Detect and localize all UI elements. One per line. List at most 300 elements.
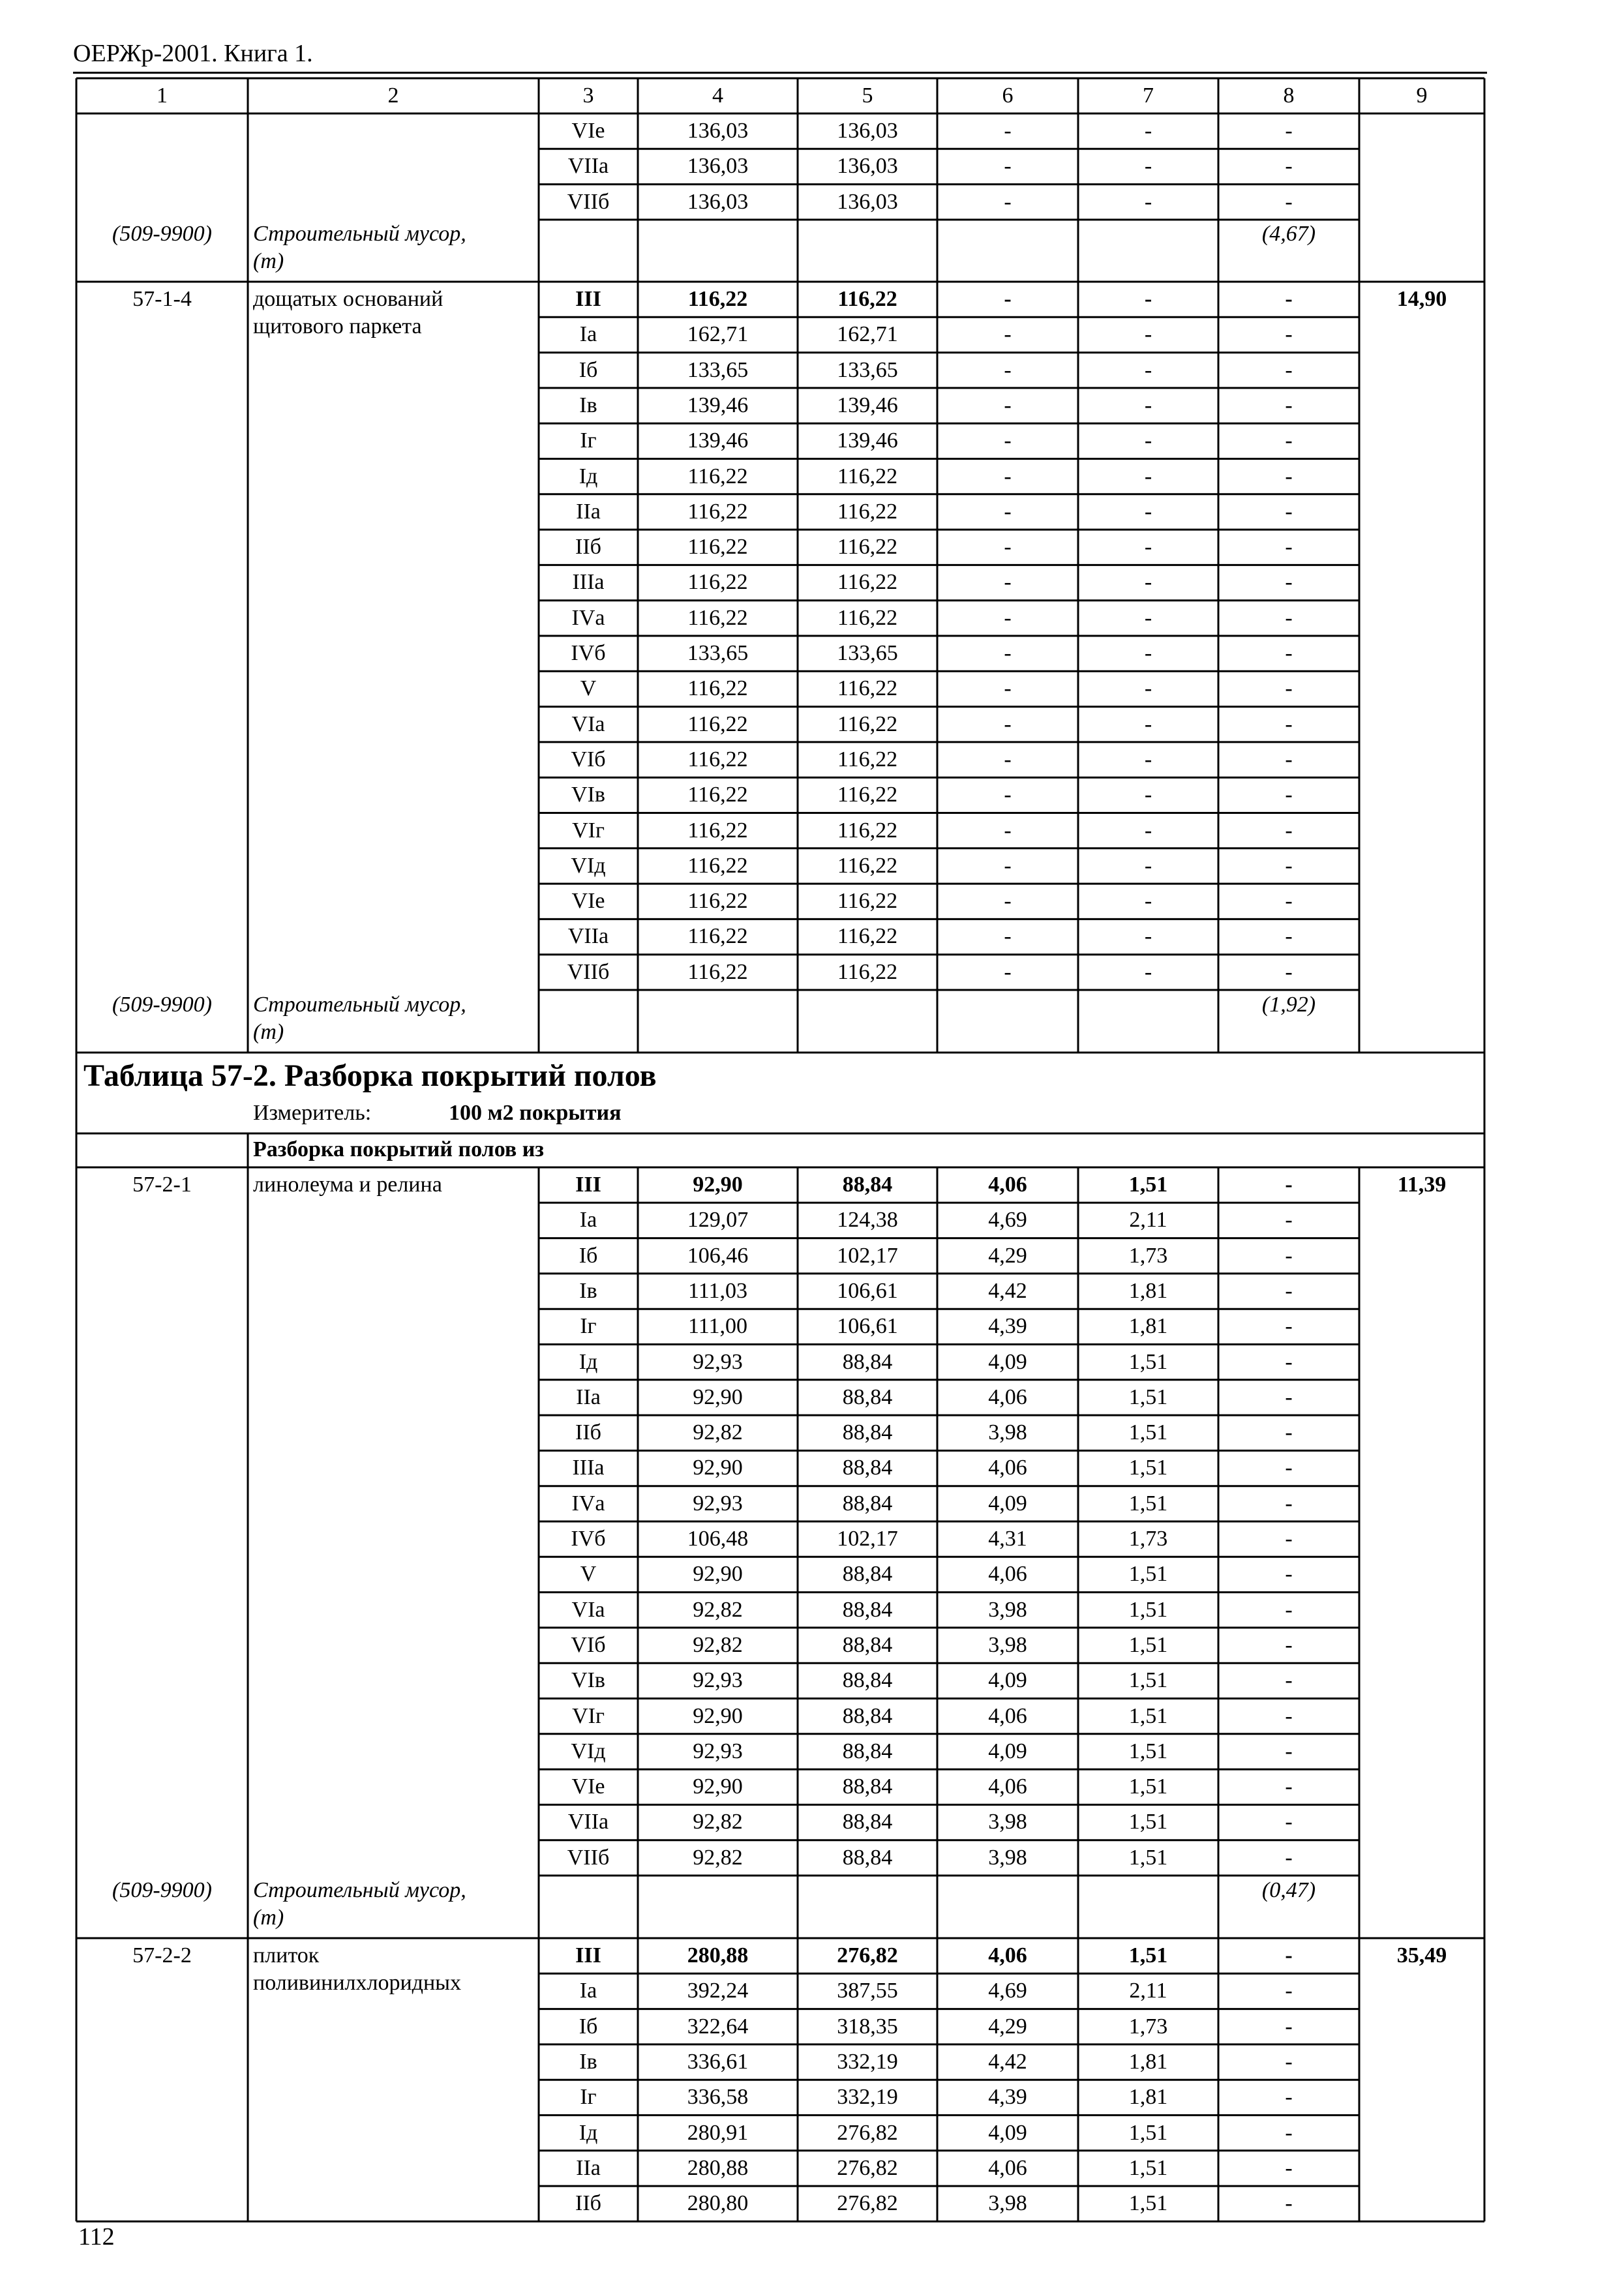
column-number: 3: [582, 83, 594, 108]
sec2-cell: -: [1004, 428, 1012, 453]
sec4-cell: 1,51: [1128, 2155, 1168, 2180]
sec3-cell: 92,82: [693, 1597, 743, 1622]
sec4-cell: 276,82: [837, 2155, 898, 2180]
sec2-cell: VIа: [571, 711, 605, 736]
sec1-cell: -: [1285, 119, 1293, 143]
sec3-cell: III: [575, 1173, 601, 1197]
subheading: Разборка покрытий полов из: [253, 1137, 544, 1161]
sec3-cell: 4,06: [988, 1562, 1027, 1587]
sec3-cell: -: [1285, 1703, 1293, 1728]
sec2-cell: 116,22: [687, 570, 748, 595]
sec3-cell: 92,90: [693, 1703, 743, 1728]
waste-label: Строительный мусор,: [253, 222, 466, 246]
sec3-cell: 1,51: [1128, 1703, 1168, 1728]
sec2-cell: VIIб: [567, 959, 610, 984]
sec1-cell: 136,03: [837, 154, 898, 179]
sec3-cell: -: [1285, 1314, 1293, 1339]
sec2-cell: -: [1285, 605, 1293, 630]
sec2-cell: 116,22: [687, 747, 748, 771]
sec4-cell: 336,61: [687, 2049, 749, 2074]
sec2-cell: VIв: [571, 783, 605, 807]
sec2-cell: 116,22: [837, 889, 898, 914]
sec3-cell: -: [1285, 1278, 1293, 1303]
sec3-cell: 4,09: [988, 1739, 1027, 1763]
sec4-cell: 336,58: [687, 2085, 749, 2110]
sec2-cell: IVа: [571, 605, 605, 630]
sec2-cell: V: [580, 676, 597, 701]
sec3-cell: 106,46: [687, 1243, 749, 1268]
column-number: 5: [862, 83, 873, 108]
sec2-cell: IVб: [571, 641, 606, 665]
sec2-cell: 133,65: [687, 357, 749, 382]
sec3-cell: 3,98: [988, 1420, 1027, 1445]
sec2-cell: 116,22: [837, 464, 898, 488]
sec2-cell: -: [1285, 499, 1293, 524]
sec4-cell: Iг: [580, 2085, 597, 2110]
sec4-cell: -: [1285, 2085, 1293, 2110]
sec3-cell: -: [1285, 1774, 1293, 1799]
sec3-cell: 92,90: [693, 1774, 743, 1799]
rate-name: поливинилхлоридных: [253, 1971, 462, 1995]
sec3-cell: 1,51: [1128, 1845, 1168, 1870]
sec4-cell: IIа: [576, 2155, 601, 2180]
sec3-cell: 88,84: [842, 1632, 893, 1657]
sec2-cell: 162,71: [837, 322, 898, 347]
sec2-cell: VIIа: [567, 924, 609, 949]
sec2-cell: 116,22: [837, 853, 898, 878]
sec3-cell: 4,09: [988, 1349, 1027, 1374]
sec3-cell: 88,84: [842, 1562, 893, 1587]
sec2-cell: IIIа: [572, 570, 605, 595]
sec2-cell: -: [1004, 464, 1012, 488]
sec3-cell: 88,84: [842, 1420, 893, 1445]
column-number: 4: [712, 83, 723, 108]
sec2-cell: -: [1285, 783, 1293, 807]
sec2-cell: -: [1285, 464, 1293, 488]
column-number: 6: [1002, 83, 1014, 108]
sec2-cell: -: [1004, 287, 1012, 311]
waste-value: (0,47): [1261, 1878, 1316, 1902]
sec3-cell: Iв: [579, 1278, 597, 1303]
sec2-cell: 116,22: [687, 287, 748, 311]
sec2-cell: -: [1004, 818, 1012, 843]
sec4-cell: 332,19: [837, 2049, 898, 2074]
waste-code: (509-9900): [112, 993, 212, 1017]
column-number: 2: [387, 83, 399, 108]
sec1-cell: 136,03: [687, 119, 749, 143]
rate-code: 57-1-4: [132, 287, 192, 311]
sec4-cell: 280,88: [687, 1943, 749, 1967]
sec4-cell: Iв: [579, 2049, 597, 2074]
sec2-cell: 139,46: [687, 428, 749, 453]
sec2-cell: 116,22: [687, 676, 748, 701]
sec2-cell: -: [1004, 535, 1012, 560]
sec3-cell: 92,82: [693, 1845, 743, 1870]
sec3-cell: 1,51: [1128, 1632, 1168, 1657]
sec3-cell: -: [1285, 1384, 1293, 1409]
rate-name: линолеума и релина: [253, 1173, 442, 1197]
sec3-cell: 1,51: [1128, 1456, 1168, 1480]
sec3-cell: -: [1285, 1810, 1293, 1834]
waste-code: (509-9900): [112, 1878, 212, 1902]
sec2-cell: 116,22: [837, 711, 898, 736]
sec2-cell: -: [1004, 499, 1012, 524]
sec4-cell: 1,73: [1128, 2014, 1168, 2039]
sec4-cell: 276,82: [837, 2120, 898, 2145]
sec2-cell: 116,22: [837, 499, 898, 524]
sec4-cell: 1,81: [1128, 2049, 1168, 2074]
sec2-cell: Iа: [579, 322, 597, 347]
sec3-cell: -: [1285, 1349, 1293, 1374]
sec3-cell: 92,82: [693, 1420, 743, 1445]
sec3-cell: VIе: [571, 1774, 605, 1799]
sec2-cell: 116,22: [837, 605, 898, 630]
sec3-cell: 92,93: [693, 1491, 743, 1516]
sec3-cell: 3,98: [988, 1632, 1027, 1657]
sec2-cell: -: [1144, 959, 1152, 984]
sec2-cell: -: [1144, 393, 1152, 417]
sec3-cell: V: [580, 1562, 597, 1587]
sec4-cell: -: [1285, 2014, 1293, 2039]
sec2-cell: 139,46: [837, 393, 898, 417]
sec3-cell: -: [1285, 1456, 1293, 1480]
sec4-cell: 1,81: [1128, 2085, 1168, 2110]
sec2-cell: -: [1144, 783, 1152, 807]
sec3-cell: Iг: [580, 1314, 597, 1339]
sec4-cell: 2,11: [1129, 1979, 1167, 2003]
sec4-cell: -: [1285, 2049, 1293, 2074]
sec3-cell: -: [1285, 1527, 1293, 1551]
sec2-cell: -: [1144, 357, 1152, 382]
sec2-cell: -: [1144, 641, 1152, 665]
sec3-cell: 88,84: [842, 1349, 893, 1374]
sec2-cell: -: [1285, 357, 1293, 382]
sec3-cell: 3,98: [988, 1597, 1027, 1622]
sec3-cell: 92,93: [693, 1349, 743, 1374]
sec4-cell: Iб: [579, 2014, 598, 2039]
sec2-cell: VIе: [571, 889, 605, 914]
sec2-cell: -: [1144, 853, 1152, 878]
measure-label: Измеритель:: [253, 1101, 372, 1125]
sec3-cell: 4,06: [988, 1703, 1027, 1728]
sec2-cell: IIа: [576, 499, 601, 524]
sec2-cell: -: [1144, 499, 1152, 524]
sec3-cell: Iд: [579, 1349, 598, 1374]
sec2-cell: -: [1144, 676, 1152, 701]
sec3-cell: 88,84: [842, 1173, 893, 1197]
sec2-cell: 139,46: [687, 393, 749, 417]
sec2-cell: -: [1004, 889, 1012, 914]
rate-name: плиток: [253, 1943, 320, 1967]
sec3-cell: -: [1285, 1243, 1293, 1268]
sec4-cell: 280,80: [687, 2191, 749, 2216]
column-number: 9: [1416, 83, 1428, 108]
sec2-cell: 116,22: [687, 499, 748, 524]
sec4-cell: 4,06: [988, 2155, 1027, 2180]
sec3-cell: Iа: [579, 1208, 597, 1233]
sec2-cell: -: [1285, 959, 1293, 984]
waste-label: (т): [253, 1906, 284, 1930]
sec3-cell: 102,17: [837, 1243, 898, 1268]
sec3-cell: 1,51: [1128, 1739, 1168, 1763]
sec2-cell: -: [1285, 924, 1293, 949]
sec3-cell: -: [1285, 1597, 1293, 1622]
sec2-cell: -: [1285, 747, 1293, 771]
sec2-cell: 116,22: [687, 711, 748, 736]
sec3-cell: 1,51: [1128, 1597, 1168, 1622]
sec1-cell: 136,03: [687, 189, 749, 214]
sec3-cell: 1,73: [1128, 1243, 1168, 1268]
sec4-cell: 276,82: [837, 1943, 898, 1967]
sec2-cell: -: [1004, 641, 1012, 665]
sec3-cell: 4,06: [988, 1456, 1027, 1480]
sec3-cell: -: [1285, 1491, 1293, 1516]
sec1-cell: VIIа: [567, 154, 609, 179]
sec4-cell: 332,19: [837, 2085, 898, 2110]
sec2-cell: -: [1004, 393, 1012, 417]
sec2-cell: -: [1004, 322, 1012, 347]
sec3-cell: 88,84: [842, 1668, 893, 1693]
column-number: 7: [1143, 83, 1154, 108]
sec2-cell: 116,22: [837, 287, 897, 311]
rate-code: 57-2-1: [132, 1173, 192, 1197]
sec2-cell: 116,22: [687, 889, 748, 914]
measure-value: 100 м2 покрытия: [449, 1101, 622, 1125]
sec2-cell: -: [1144, 535, 1152, 560]
sec3-cell: 1,81: [1128, 1278, 1168, 1303]
sec4-cell: 1,51: [1128, 2191, 1168, 2216]
sec2-cell: 116,22: [837, 959, 898, 984]
sec2-cell: -: [1004, 711, 1012, 736]
sec2-cell: -: [1004, 959, 1012, 984]
sec4-cell: 4,29: [988, 2014, 1027, 2039]
sec2-cell: -: [1285, 711, 1293, 736]
sec3-cell: VIIб: [567, 1845, 610, 1870]
sec2-cell: -: [1144, 464, 1152, 488]
sec4-cell: 4,39: [988, 2085, 1027, 2110]
sec2-cell: 116,22: [687, 818, 748, 843]
sec3-cell: 1,51: [1128, 1491, 1168, 1516]
sec4-cell: 4,06: [988, 1943, 1027, 1967]
sec3-cell: -: [1285, 1562, 1293, 1587]
sec2-cell: -: [1285, 570, 1293, 595]
sec4-cell: -: [1285, 2120, 1293, 2145]
waste-label: (т): [253, 1020, 284, 1044]
sec3-cell: Iб: [579, 1243, 598, 1268]
rate-total: 11,39: [1397, 1173, 1447, 1197]
sec2-cell: -: [1004, 853, 1012, 878]
waste-label: (т): [253, 249, 284, 273]
sec2-cell: -: [1004, 605, 1012, 630]
sec1-cell: -: [1285, 154, 1293, 179]
sec4-cell: IIб: [575, 2191, 601, 2216]
sec3-cell: VIб: [571, 1632, 606, 1657]
sec3-cell: 4,06: [988, 1384, 1027, 1409]
sec2-cell: 116,22: [837, 818, 898, 843]
sec2-cell: -: [1285, 322, 1293, 347]
sec3-cell: 4,42: [988, 1278, 1027, 1303]
sec2-cell: -: [1004, 924, 1012, 949]
sec3-cell: VIа: [571, 1597, 605, 1622]
sec3-cell: 124,38: [837, 1208, 898, 1233]
sec2-cell: VIб: [571, 747, 606, 771]
sec4-cell: -: [1285, 1943, 1293, 1967]
sec4-cell: III: [575, 1943, 601, 1967]
sec3-cell: 111,03: [688, 1278, 747, 1303]
sec2-cell: -: [1144, 818, 1152, 843]
sec3-cell: 1,51: [1128, 1774, 1168, 1799]
sec4-cell: 1,51: [1128, 2120, 1168, 2145]
sec3-cell: 106,48: [687, 1527, 749, 1551]
sec2-cell: 116,22: [837, 924, 898, 949]
sec3-cell: 129,07: [687, 1208, 749, 1233]
sec3-cell: 3,98: [988, 1845, 1027, 1870]
sec1-cell: 136,03: [837, 119, 898, 143]
sec4-cell: -: [1285, 2191, 1293, 2216]
sec2-cell: 116,22: [687, 959, 748, 984]
sec3-cell: -: [1285, 1420, 1293, 1445]
sec1-cell: -: [1285, 189, 1293, 214]
sec4-cell: 3,98: [988, 2191, 1027, 2216]
sec2-cell: -: [1285, 853, 1293, 878]
sec2-cell: 116,22: [687, 853, 748, 878]
sec2-cell: III: [575, 287, 601, 311]
sec4-cell: 4,69: [988, 1979, 1027, 2003]
sec3-cell: 92,82: [693, 1810, 743, 1834]
sec4-cell: 322,64: [687, 2014, 749, 2039]
sec1-cell: -: [1004, 119, 1012, 143]
sec2-cell: 116,22: [687, 924, 748, 949]
sec3-cell: 1,51: [1128, 1384, 1168, 1409]
waste-label: Строительный мусор,: [253, 1878, 466, 1902]
sec3-cell: VIг: [572, 1703, 605, 1728]
sec3-cell: 4,06: [988, 1173, 1027, 1197]
sec2-cell: -: [1144, 605, 1152, 630]
sec2-cell: 116,22: [837, 747, 898, 771]
sec3-cell: 1,51: [1128, 1420, 1168, 1445]
sec3-cell: 92,90: [693, 1173, 743, 1197]
sec3-cell: 4,06: [988, 1774, 1027, 1799]
sec3-cell: 88,84: [842, 1845, 893, 1870]
sec3-cell: 1,51: [1128, 1810, 1168, 1834]
sec1-cell: 136,03: [687, 154, 749, 179]
sec2-cell: 116,22: [837, 570, 898, 595]
sec2-cell: 116,22: [687, 605, 748, 630]
waste-code: (509-9900): [112, 222, 212, 246]
sec2-cell: -: [1285, 676, 1293, 701]
sec2-cell: -: [1285, 535, 1293, 560]
sec4-cell: Iд: [579, 2120, 598, 2145]
sec2-cell: -: [1004, 783, 1012, 807]
sec2-cell: -: [1144, 747, 1152, 771]
sec4-cell: 280,88: [687, 2155, 749, 2180]
sec3-cell: 92,93: [693, 1739, 743, 1763]
sec4-cell: 318,35: [837, 2014, 898, 2039]
sec3-cell: 1,51: [1128, 1562, 1168, 1587]
sec4-cell: -: [1285, 1979, 1293, 2003]
sec3-cell: 88,84: [842, 1384, 893, 1409]
sec3-cell: 92,82: [693, 1632, 743, 1657]
sec2-cell: -: [1144, 570, 1152, 595]
waste-label: Строительный мусор,: [253, 993, 466, 1017]
rate-total: 14,90: [1396, 287, 1447, 311]
sec4-cell: 392,24: [687, 1979, 749, 2003]
sec2-cell: 162,71: [687, 322, 749, 347]
sec4-cell: 1,51: [1128, 1943, 1168, 1967]
sec2-cell: 116,22: [837, 535, 898, 560]
rate-name: дощатых оснований: [253, 287, 444, 311]
sec4-cell: 387,55: [837, 1979, 898, 2003]
sec3-cell: 106,61: [837, 1314, 898, 1339]
sec1-cell: -: [1004, 154, 1012, 179]
sec2-cell: -: [1144, 322, 1152, 347]
sec1-cell: -: [1004, 189, 1012, 214]
sec3-cell: VIIа: [567, 1810, 609, 1834]
sec3-cell: 106,61: [837, 1278, 898, 1303]
sec3-cell: 1,51: [1128, 1349, 1168, 1374]
sec3-cell: -: [1285, 1739, 1293, 1763]
sec3-cell: 4,29: [988, 1243, 1027, 1268]
sec3-cell: IIб: [575, 1420, 601, 1445]
page-header: ОЕРЖр-2001. Книга 1.: [73, 40, 313, 67]
sec3-cell: 88,84: [842, 1491, 893, 1516]
waste-value: (1,92): [1261, 993, 1316, 1017]
sec3-cell: 88,84: [842, 1739, 893, 1763]
sec2-cell: 116,22: [687, 464, 748, 488]
sec1-cell: -: [1144, 189, 1152, 214]
sec2-cell: -: [1285, 818, 1293, 843]
sec2-cell: Iд: [579, 464, 598, 488]
sec2-cell: -: [1285, 287, 1293, 311]
sec3-cell: 4,39: [988, 1314, 1027, 1339]
sec2-cell: VIд: [571, 853, 606, 878]
sec3-cell: -: [1285, 1845, 1293, 1870]
sec3-cell: 1,51: [1128, 1668, 1168, 1693]
rate-code: 57-2-2: [132, 1943, 192, 1967]
sec3-cell: -: [1285, 1668, 1293, 1693]
sec2-cell: -: [1004, 747, 1012, 771]
sec3-cell: 88,84: [842, 1703, 893, 1728]
sec2-cell: 133,65: [687, 641, 749, 665]
sec3-cell: 2,11: [1129, 1208, 1167, 1233]
sec4-cell: 280,91: [687, 2120, 749, 2145]
sec2-cell: -: [1285, 889, 1293, 914]
sec2-cell: Iб: [579, 357, 598, 382]
sec1-cell: -: [1144, 119, 1152, 143]
sec3-cell: 92,93: [693, 1668, 743, 1693]
sec2-cell: -: [1004, 676, 1012, 701]
sec2-cell: -: [1144, 711, 1152, 736]
sec2-cell: 116,22: [687, 783, 748, 807]
column-number: 8: [1283, 83, 1295, 108]
sec3-cell: -: [1285, 1632, 1293, 1657]
sec4-cell: 4,09: [988, 2120, 1027, 2145]
sec2-cell: -: [1004, 570, 1012, 595]
sec2-cell: 116,22: [837, 783, 898, 807]
sec3-cell: 92,90: [693, 1562, 743, 1587]
sec3-cell: 92,90: [693, 1456, 743, 1480]
sec2-cell: Iв: [579, 393, 597, 417]
sec4-cell: 276,82: [837, 2191, 898, 2216]
sec2-cell: -: [1144, 924, 1152, 949]
sec3-cell: 102,17: [837, 1527, 898, 1551]
sec2-cell: 116,22: [687, 535, 748, 560]
sec1-cell: 136,03: [837, 189, 898, 214]
sec2-cell: -: [1144, 428, 1152, 453]
sec2-cell: IIб: [575, 535, 601, 560]
sec2-cell: 133,65: [837, 357, 898, 382]
column-number: 1: [157, 83, 168, 108]
